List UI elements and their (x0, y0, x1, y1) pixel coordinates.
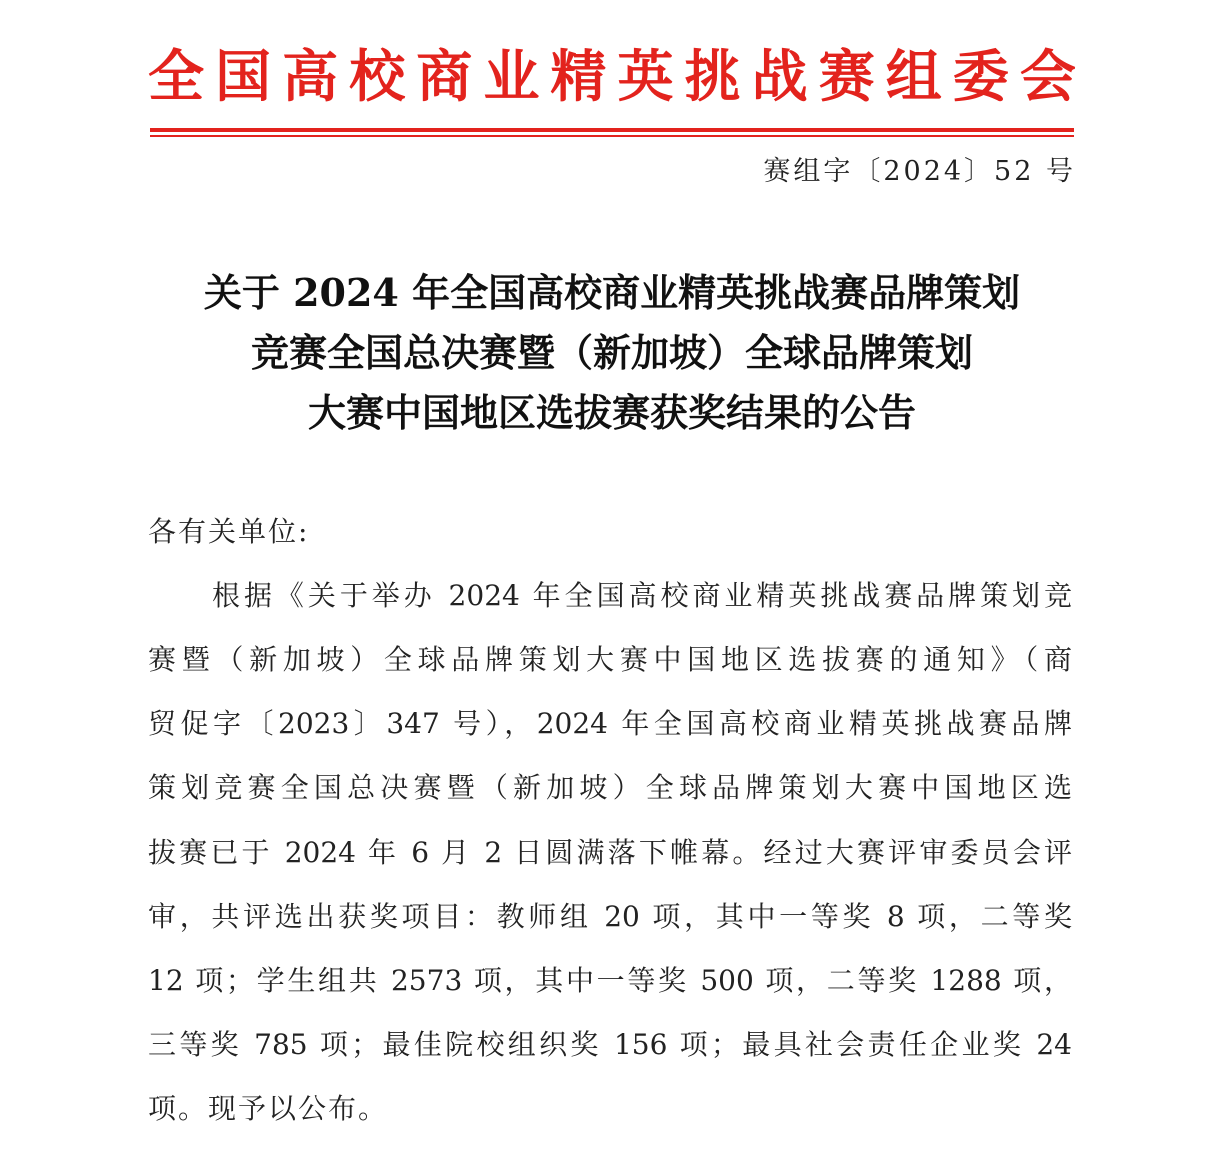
title-line: 关于 2024 年全国高校商业精英挑战赛品牌策划 (203, 270, 1021, 315)
title-line: 竞赛全国总决赛暨（新加坡）全球品牌策划 (250, 330, 973, 375)
document-title (100, 263, 1124, 443)
header-rule-thin (150, 135, 1074, 137)
document-number: 赛组字〔2024〕52 号 (763, 156, 1076, 187)
body-line: 贸促字〔2023〕347 号），2024 年全国高校商业精英挑战赛品牌 (148, 707, 1072, 740)
body-line: 拔赛已于 2024 年 6 月 2 日圆满落下帷幕。经过大赛评审委员会评 (148, 836, 1072, 869)
organization-char: 高 (282, 45, 339, 110)
organization-char: 全 (148, 45, 204, 110)
body-line: 根据《关于举办 2024 年全国高校商业精英挑战赛品牌策划竞 (212, 579, 1072, 612)
organization-char: 校 (349, 45, 406, 110)
organization-char: 国 (215, 45, 272, 110)
organization-char: 战 (751, 45, 808, 110)
organization-char: 业 (483, 45, 540, 110)
organization-header (148, 38, 1076, 118)
header-rule-thick (150, 128, 1074, 132)
salutation: 各有关单位: (148, 515, 310, 548)
organization-char: 精 (550, 45, 607, 110)
organization-char: 赛 (818, 45, 875, 110)
organization-char: 组 (885, 45, 942, 110)
body-line: 赛暨（新加坡）全球品牌策划大赛中国地区选拔赛的通知》（商 (148, 643, 1072, 676)
body-line: 策划竞赛全国总决赛暨（新加坡）全球品牌策划大赛中国地区选 (148, 771, 1072, 804)
organization-char: 商 (416, 45, 473, 110)
body-line: 审，共评选出获奖项目：教师组 20 项，其中一等奖 8 项，二等奖 (148, 900, 1072, 933)
title-line: 大赛中国地区选拔赛获奖结果的公告 (307, 390, 916, 435)
body-line-final: 项。现予以公布。 (148, 1092, 389, 1125)
body-line: 12 项；学生组共 2573 项，其中一等奖 500 项，二等奖 1288 项， (148, 964, 1072, 997)
organization-char: 英 (617, 45, 674, 110)
organization-char: 挑 (684, 45, 741, 110)
body-line: 三等奖 785 项；最佳院校组织奖 156 项；最具社会责任企业奖 24 (148, 1028, 1072, 1061)
organization-char: 会 (1019, 45, 1076, 110)
organization-char: 委 (952, 45, 1009, 110)
